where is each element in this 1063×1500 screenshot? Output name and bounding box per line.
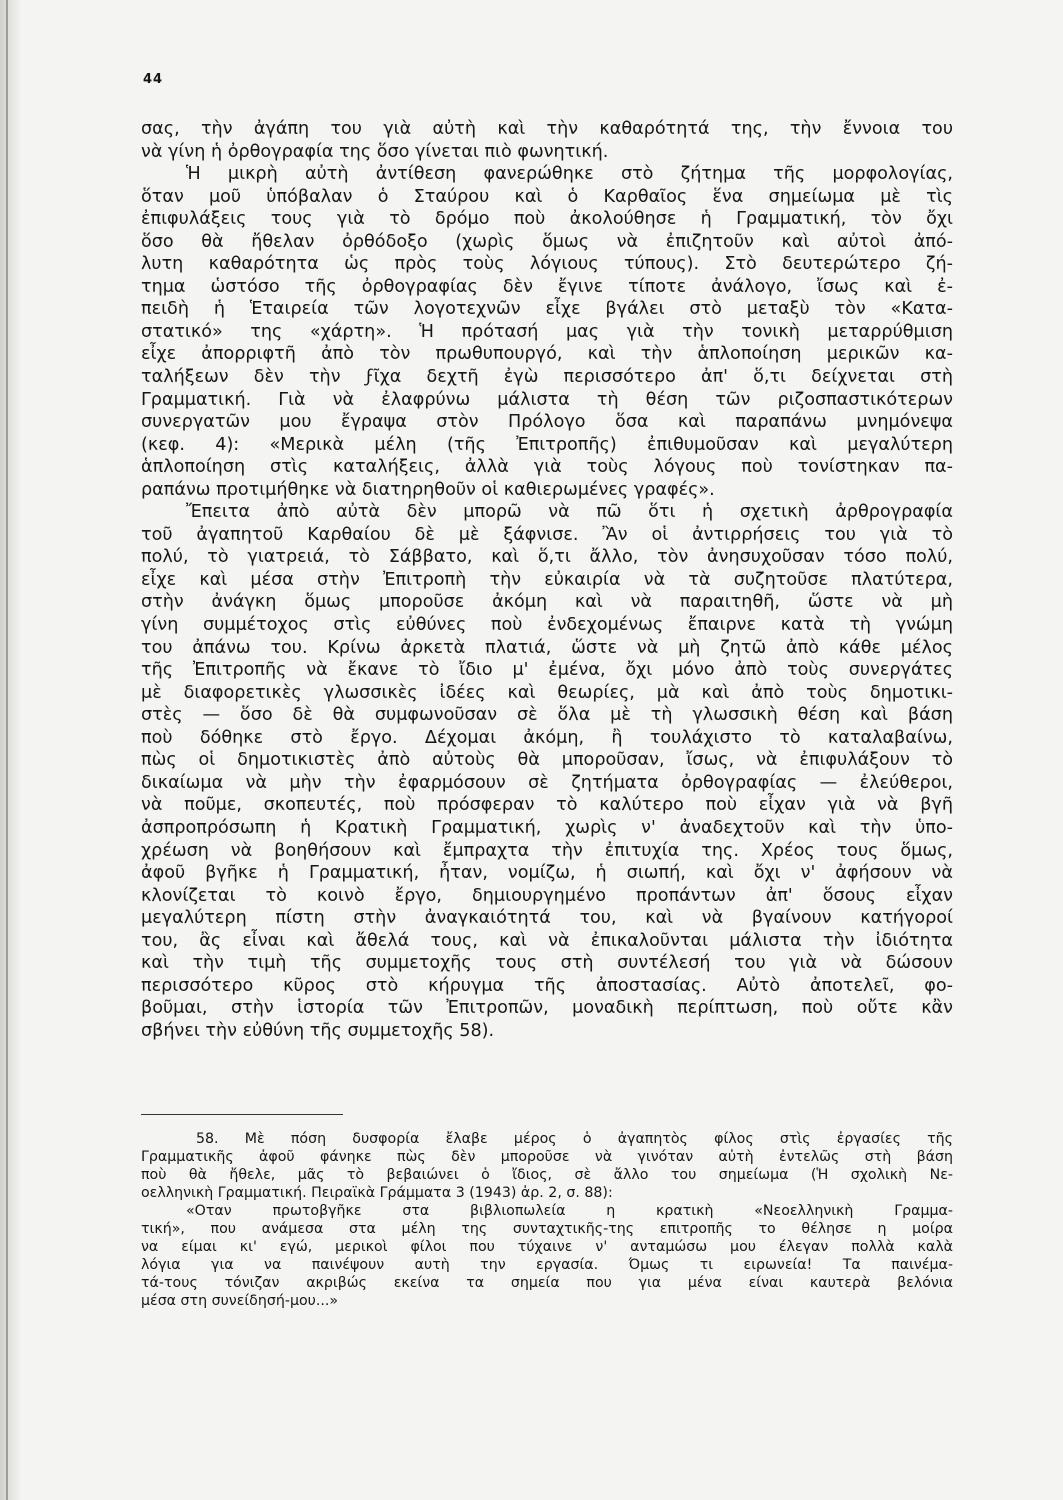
text-line: στὲς — ὅσο δὲ θὰ συμφωνοῦσαν σὲ ὅλα μὲ τὴ γλωσσικὴ θέση καὶ βάση xyxy=(141,705,953,726)
footnote-divider xyxy=(141,1114,343,1115)
footnote-line: οελληνικὴ Γραμματική. Πειραϊκὰ Γράμματα 3 (1943) ἀρ. 2, σ. 88): xyxy=(141,1185,613,1201)
text-line: ἀφοῦ βγῆκε ἡ Γραμματική, ἦταν, νομίζω, ἡ σιωπή, καὶ ὄχι ν' ἀφήσουν νὰ xyxy=(141,863,953,884)
text-line: ἀσπροπρόσωπη ἡ Κρατικὴ Γραμματική, χωρὶς ν' ἀναδεχτοῦν καὶ τὴν ὑπο- xyxy=(141,817,953,838)
text-line: πὼς οἱ δημοτικιστὲς ἀπὸ αὐτοὺς θὰ μποροῦσαν, ἴσως, νὰ ἐπιφυλάξουν τὸ xyxy=(141,750,953,771)
text-line: Ἡ μικρὴ αὐτὴ ἀντίθεση φανερώθηκε στὸ ζήτημα τῆς μορφολογίας, xyxy=(186,164,953,185)
text-line: πειδὴ ἡ Ἑταιρεία τῶν λογοτεχνῶν εἶχε βγάλει στὸ μεταξὺ τὸν «Κατα- xyxy=(141,299,953,320)
text-line: καὶ τὴν τιμὴ τῆς συμμετοχῆς τους στὴ συντέλεσή του γιὰ νὰ δώσουν xyxy=(141,953,953,974)
text-line: τοῦ ἀγαπητοῦ Καρθαίου δὲ μὲ ξάφνισε. Ἂν οἱ ἀντιρρήσεις του γιὰ τὸ xyxy=(141,524,953,545)
text-line: μὲ διαφορετικὲς γλωσσικὲς ἰδέες καὶ θεωρίες, μὰ καὶ ἀπὸ τοὺς δημοτικι- xyxy=(141,682,953,703)
page-binding-line xyxy=(6,0,8,1500)
text-line: χρέωση νὰ βοηθήσουν καὶ ἔμπραχτα τὴν ἐπιτυχία της. Χρέος τους ὅμως, xyxy=(141,840,953,861)
footnote-line: τά-τους τόνιζαν ακριβώς εκείνα τα σημεία που για μένα είναι καυτερὰ βελόνια xyxy=(141,1275,953,1291)
text-line: ὅσο θὰ ἤθελαν ὀρθόδοξο (χωρὶς ὅμως νὰ ἐπιζητοῦν καὶ αὐτοὶ ἀπό- xyxy=(141,231,953,252)
footnote-line: ποὺ θὰ ἤθελε, μᾶς τὸ βεβαιώνει ὁ ἴδιος, σὲ ἄλλο του σημείωμα (Ἡ σχολικὴ Νε- xyxy=(141,1167,953,1183)
text-line: ραπάνω προτιμήθηκε νὰ διατηρηθοῦν οἱ καθιερωμένες γραφές». xyxy=(141,479,715,500)
text-line: Ἔπειτα ἀπὸ αὐτὰ δὲν μπορῶ νὰ πῶ ὅτι ἡ σχετικὴ ἀρθρογραφία xyxy=(186,502,953,523)
text-line: του ἀπάνω του. Κρίνω ἀρκετὰ πλατιά, ὥστε νὰ μὴ ζητῶ ἀπὸ κάθε μέλος xyxy=(141,637,953,658)
text-line: σας, τὴν ἀγάπη του γιὰ αὐτὴ καὶ τὴν καθαρότητά της, τὴν ἔννοια του xyxy=(141,119,953,139)
text-line: εἶχε καὶ μέσα στὴν Ἐπιτροπὴ τὴν εὐκαιρία νὰ τὰ συζητοῦσε πλατύτερα, xyxy=(141,569,953,590)
text-line: λυτη καθαρότητα ὡς πρὸς τοὺς λόγιους τύπους). Στὸ δευτερώτερο ζή- xyxy=(141,254,953,275)
text-line: νὰ γίνη ἡ ὀρθογραφία της ὅσο γίνεται πιὸ φωνητική. xyxy=(141,141,609,162)
text-line: νὰ ποῦμε, σκοπευτές, ποὺ πρόσφεραν τὸ καλύτερο ποὺ εἶχαν γιὰ νὰ βγῆ xyxy=(141,795,953,816)
footnote-line: τική», που ανάμεσα στα μέλη της συνταχτικῆς-της επιτροπῆς το θέλησε η μοίρα xyxy=(141,1221,953,1237)
main-text xyxy=(141,118,953,1042)
text-line: στὴν ἀνάγκη ὅμως μποροῦσε ἀκόμη καὶ νὰ παραιτηθῆ, ὥστε νὰ μὴ xyxy=(141,592,953,613)
text-line: ἐπιφυλάξεις τους γιὰ τὸ δρόμο ποὺ ἀκολούθησε ἡ Γραμματική, τὸν ὄχι xyxy=(141,209,953,230)
text-line: γίνη συμμέτοχος στὶς εὐθύνες ποὺ ἐνδεχομένως ἔπαιρνε κατὰ τὴ γνώμη xyxy=(141,615,953,636)
text-line: ὅταν μοῦ ὑπόβαλαν ὁ Σταύρου καὶ ὁ Καρθαῖος ἕνα σημείωμα μὲ τὶς xyxy=(141,186,953,207)
footnote-line: «Οταν πρωτοβγῆκε στα βιβλιοπωλεία η κρατικὴ «Νεοελληνικὴ Γραμμα- xyxy=(186,1203,953,1219)
text-line: ποὺ δόθηκε στὸ ἔργο. Δέχομαι ἀκόμη, ἢ τουλάχιστο τὸ καταλαβαίνω, xyxy=(141,727,953,748)
footnote-line: να είμαι κι' εγώ, μερικοὶ φίλοι που τύχαινε ν' ανταμώσω μου έλεγαν πολλὰ καλὰ xyxy=(141,1239,953,1255)
text-line: συνεργατῶν μου ἔγραψα στὸν Πρόλογο ὅσα καὶ παραπάνω μνημόνεψα xyxy=(141,412,953,433)
text-line: εἶχε ἀπορριφτῆ ἀπὸ τὸν πρωθυπουργό, καὶ τὴν ἁπλοποίηση μερικῶν κα- xyxy=(141,344,953,365)
text-line: βοῦμαι, στὴν ἱστορία τῶν Ἐπιτροπῶν, μοναδικὴ περίπτωση, ποὺ οὔτε κἂν xyxy=(141,998,953,1019)
text-line: στατικό» της «χάρτη». Ἡ πρότασή μας γιὰ τὴν τονικὴ μεταρρύθμιση xyxy=(141,321,953,342)
text-line: Γραμματική. Γιὰ νὰ ἐλαφρύνω μάλιστα τὴ θέση τῶν ριζοσπαστικότερων xyxy=(141,389,953,410)
text-line: ταλήξεων δὲν τὴν ϝῖχα δεχτῆ ἐγὼ περισσότερο ἀπ' ὅ,τι δείχνεται στὴ xyxy=(141,367,953,388)
text-line: (κεφ. 4): «Μερικὰ μέλη (τῆς Ἐπιτροπῆς) ἐπιθυμοῦσαν καὶ μεγαλύτερη xyxy=(141,434,953,455)
text-line: ἁπλοποίηση στὶς καταλήξεις, ἀλλὰ γιὰ τοὺς λόγους ποὺ τονίστηκαν πα- xyxy=(141,457,953,478)
text-line: δικαίωμα νὰ μὴν τὴν ἐφαρμόσουν σὲ ζητήματα ὀρθογραφίας — ἐλεύθεροι, xyxy=(141,772,953,793)
footnote-58 xyxy=(141,1130,953,1310)
text-line: του, ἂς εἶναι καὶ ἄθελά τους, καὶ νὰ ἐπικαλοῦνται μάλιστα τὴν ἰδιότητα xyxy=(141,930,953,951)
text-line: τῆς Ἐπιτροπῆς νὰ ἔκανε τὸ ἴδιο μ' ἐμένα, ὄχι μόνο ἀπὸ τοὺς συνεργάτες xyxy=(141,660,953,681)
text-line: τημα ὡστόσο τῆς ὀρθογραφίας δὲν ἔγινε τίποτε ἀνάλογο, ἴσως καὶ ἐ- xyxy=(141,276,953,297)
footnote-line: 58. Μὲ πόση δυσφορία ἔλαβε μέρος ὁ ἀγαπητὸς φίλος στὶς ἐργασίες τῆς xyxy=(196,1131,953,1147)
text-line: σβήνει τὴν εὐθύνη τῆς συμμετοχῆς 58). xyxy=(141,1020,495,1041)
text-line: περισσότερο κῦρος στὸ κήρυγμα τῆς ἀποστασίας. Αὐτὸ ἀποτελεῖ, φο- xyxy=(141,975,953,996)
footnote-line: Γραμματικῆς ἀφοῦ φάνηκε πὼς δὲν μποροῦσε νὰ γινόταν αὐτὴ ἐντελῶς στὴ βάση xyxy=(141,1149,953,1165)
text-line: πολύ, τὸ γιατρειά, τὸ Σάββατο, καὶ ὅ,τι ἄλλο, τὸν ἀνησυχοῦσαν τόσο πολύ, xyxy=(141,547,953,568)
page-number: 44 xyxy=(143,72,164,87)
text-line: μεγαλύτερη πίστη στὴν ἀναγκαιότητά του, καὶ νὰ βγαίνουν κατήγοροί xyxy=(141,908,953,929)
footnote-line: λόγια για να παινέψουν αυτὴ την εργασία. Όμως τι ειρωνεία! Τα παινέμα- xyxy=(141,1257,953,1273)
text-line: κλονίζεται τὸ κοινὸ ἔργο, δημιουργημένο προπάντων ἀπ' ὅσους εἶχαν xyxy=(141,885,953,906)
footnote-line: μέσα στη συνείδησή-μου...» xyxy=(141,1293,339,1309)
page-binding-shadow xyxy=(0,0,22,1500)
